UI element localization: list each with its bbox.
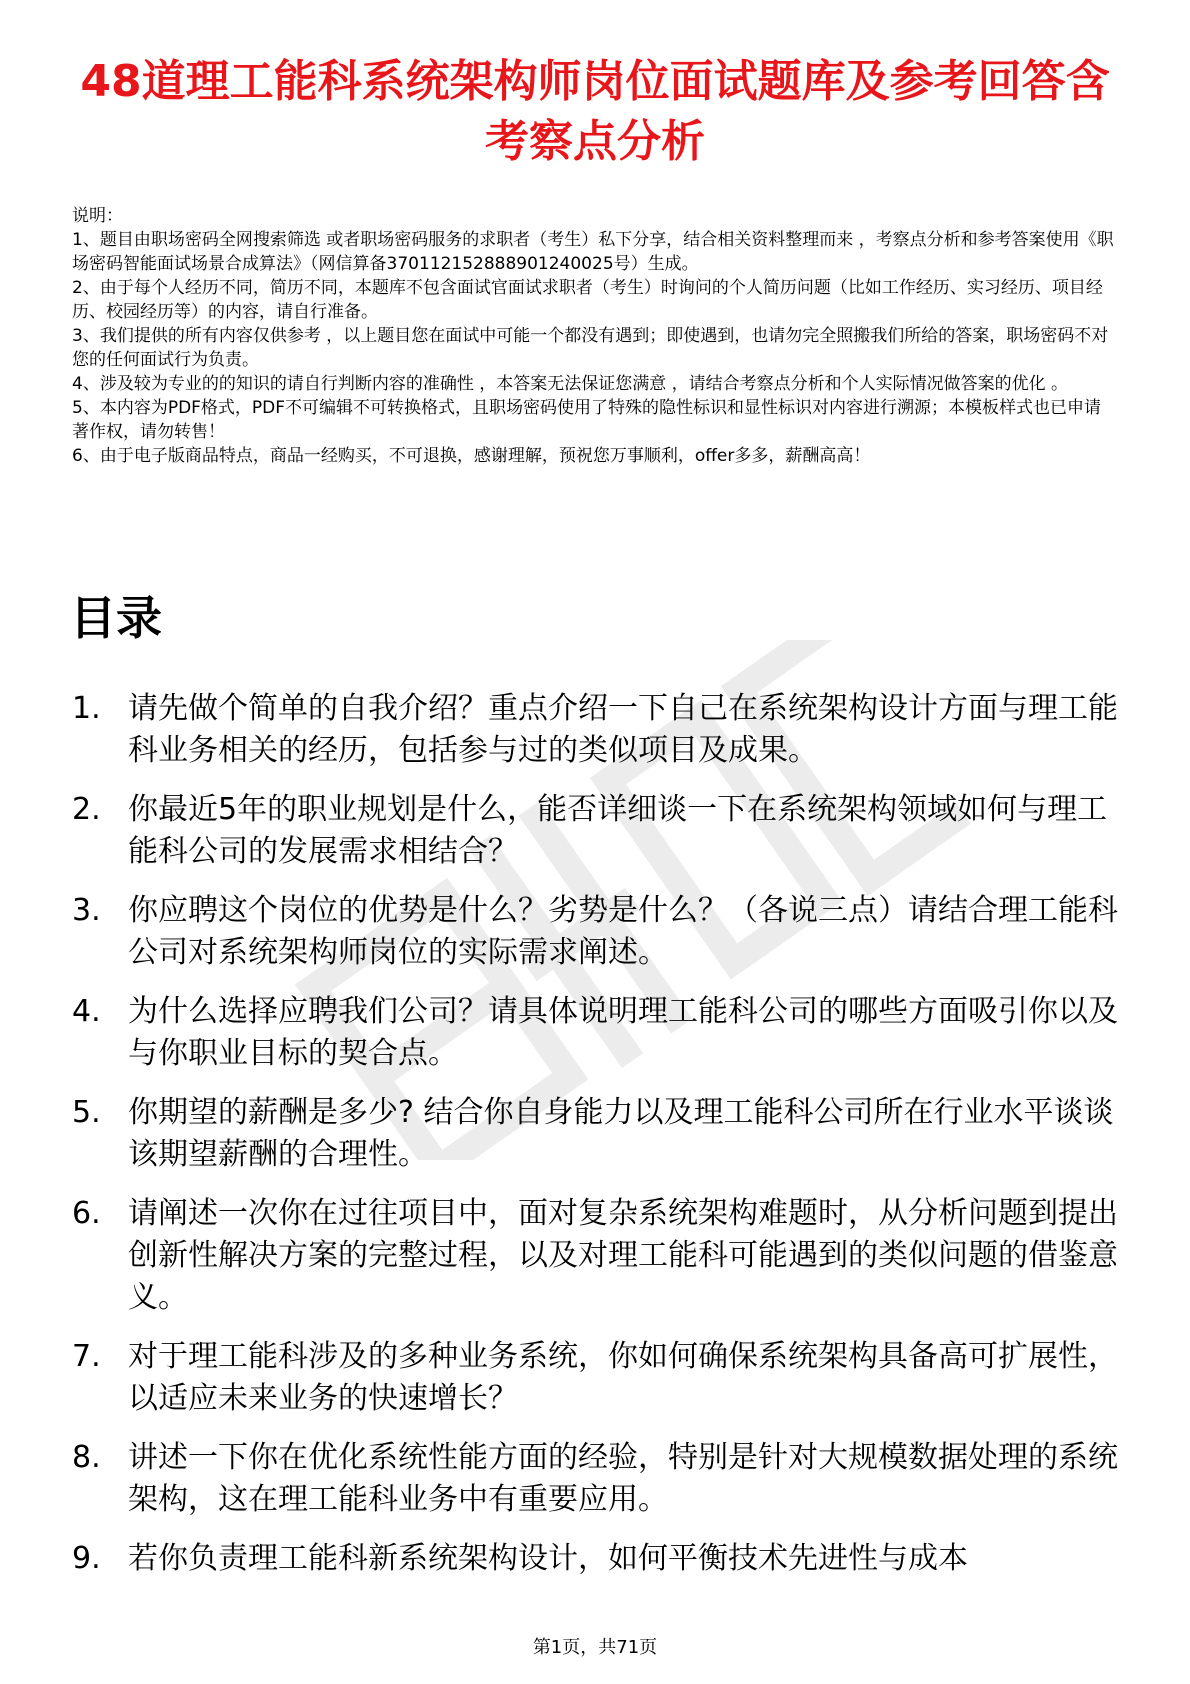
toc-item-number: 1. bbox=[72, 691, 101, 726]
toc-item-number: 7. bbox=[72, 1339, 101, 1374]
note-item: 3、我们提供的所有内容仅供参考 ，以上题目您在面试中可能一个都没有遇到；即使遇到，也请勿完全照搬我们所给的答案，职场密码不对您的任何面试行为负责。 bbox=[72, 326, 1109, 370]
toc-item-text: 请先做个简单的自我介绍？重点介绍一下自己在系统架构设计方面与理工能科业务相关的经历，包括参与过的类似项目及成果。 bbox=[128, 691, 1118, 768]
toc-item[interactable] bbox=[72, 1336, 1122, 1420]
toc-item-text: 你期望的薪酬是多少? 结合你自身能力以及理工能科公司所在行业水平谈谈该期望薪酬的合理性。 bbox=[128, 1095, 1114, 1172]
toc-item-text: 若你负责理工能科新系统架构设计，如何平衡技术先进性与成本 bbox=[128, 1541, 968, 1576]
note-item: 2、由于每个人经历不同，简历不同，本题库不包含面试官面试求职者（考生）时询问的个人简历问题（比如工作经历、实习经历、项目经历、校园经历等）的内容，请自行准备。 bbox=[72, 278, 1103, 322]
toc-item-text: 为什么选择应聘我们公司？请具体说明理工能科公司的哪些方面吸引你以及与你职业目标的契合点。 bbox=[128, 994, 1118, 1071]
toc-item-text: 对于理工能科涉及的多种业务系统，你如何确保系统架构具备高可扩展性，以适应未来业务的快速增长？ bbox=[128, 1339, 1118, 1416]
toc-item-number: 9. bbox=[72, 1541, 101, 1576]
note-item: 6、由于电子版商品特点，商品一经购买，不可退换，感谢理解，预祝您万事顺利，offer多多，薪酬高高！ bbox=[72, 446, 871, 466]
toc-item-text: 你应聘这个岗位的优势是什么？劣势是什么？（各说三点）请结合理工能科公司对系统架构师岗位的实际需求阐述。 bbox=[128, 893, 1118, 970]
toc-item[interactable] bbox=[72, 991, 1122, 1075]
toc-item-text: 你最近5年的职业规划是什么，能否详细谈一下在系统架构领域如何与理工能科公司的发展需求相结合？ bbox=[128, 792, 1108, 869]
toc-item-number: 4. bbox=[72, 994, 101, 1029]
toc-heading: 目录 bbox=[70, 591, 162, 645]
toc-item[interactable] bbox=[72, 1437, 1122, 1521]
notes-heading: 说明： bbox=[72, 206, 123, 226]
toc-item-number: 3. bbox=[72, 893, 101, 928]
toc-item-number: 6. bbox=[72, 1196, 101, 1231]
toc-item[interactable] bbox=[72, 1193, 1122, 1319]
toc-item-number: 8. bbox=[72, 1440, 101, 1475]
note-item: 1、题目由职场密码全网搜索筛选 或者职场密码服务的求职者（考生）私下分享，结合相关资料整理而来 ，考察点分析和参考答案使用《职场密码智能面试场景合成算法》（网信算备370112152888901240025号）生成。 bbox=[72, 230, 1114, 274]
note-item: 4、涉及较为专业的的知识的请自行判断内容的准确性 ，本答案无法保证您满意 ，请结合考察点分析和个人实际情况做答案的优化 。 bbox=[72, 374, 1069, 394]
toc-item[interactable] bbox=[72, 688, 1122, 772]
toc-item-text: 请阐述一次你在过往项目中，面对复杂系统架构难题时，从分析问题到提出创新性解决方案的完整过程，以及对理工能科可能遇到的类似问题的借鉴意义。 bbox=[128, 1196, 1118, 1315]
document-title: 48道理工能科系统架构师岗位面试题库及参考回答含考察点分析 bbox=[80, 56, 1110, 167]
note-item: 5、本内容为PDF格式，PDF不可编辑不可转换格式，且职场密码使用了特殊的隐性标识和显性标识对内容进行溯源；本模板样式也已申请著作权，请勿转售！ bbox=[72, 398, 1102, 442]
toc-list bbox=[72, 688, 1122, 1597]
toc-item[interactable] bbox=[72, 1538, 1122, 1580]
toc-item[interactable] bbox=[72, 890, 1122, 974]
notes-section bbox=[72, 204, 1117, 468]
page-footer: 第1页，共71页 bbox=[532, 1637, 658, 1658]
toc-item-number: 2. bbox=[72, 792, 101, 827]
toc-item-text: 讲述一下你在优化系统性能方面的经验，特别是针对大规模数据处理的系统架构，这在理工能科业务中有重要应用。 bbox=[128, 1440, 1118, 1517]
toc-item[interactable] bbox=[72, 1092, 1122, 1176]
toc-item[interactable] bbox=[72, 789, 1122, 873]
toc-item-number: 5. bbox=[72, 1095, 101, 1130]
